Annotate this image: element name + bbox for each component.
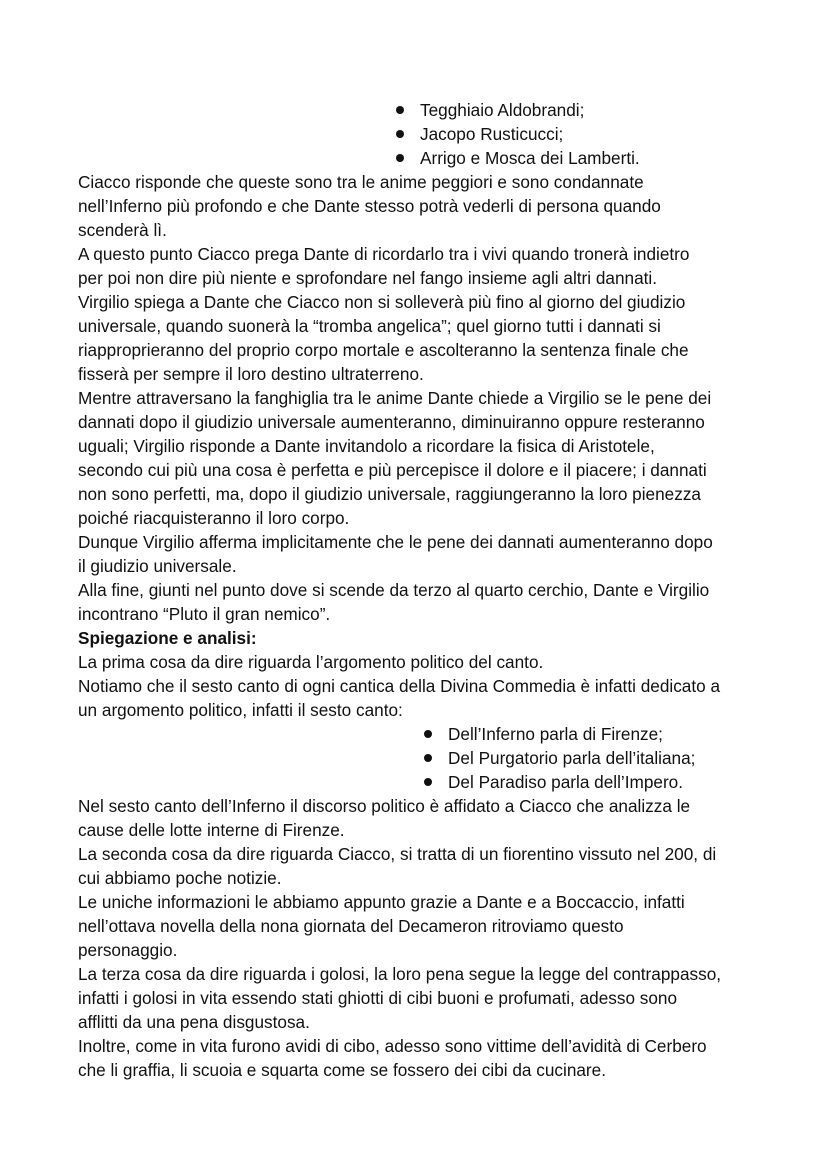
document-page <box>78 98 778 1082</box>
text-line: fisserà per sempre il loro destino ultraterreno. <box>78 364 424 384</box>
text-line: poiché riacquisteranno il loro corpo. <box>78 508 350 528</box>
canti-bullet-list <box>422 722 778 794</box>
text-line: incontrano “Pluto il gran nemico”. <box>78 604 331 624</box>
text-line: nell’ottava novella della nona giornata del Decameron ritroviamo questo <box>78 916 624 936</box>
text-line: il giudizio universale. <box>78 556 237 576</box>
paragraph-block-a <box>78 170 778 626</box>
text-line: Dunque Virgilio afferma implicitamente che le pene dei dannati aumenteranno dopo <box>78 532 713 552</box>
bullet-dot-icon <box>424 754 432 762</box>
text-line: La terza cosa da dire riguarda i golosi, la loro pena segue la legge del contrappasso, <box>78 964 722 984</box>
text-line: universale, quando suonerà la “tromba angelica”; quel giorno tutti i dannati si <box>78 316 661 336</box>
bullet-item: Del Paradiso parla dell’Impero. <box>422 770 778 794</box>
text-line: Mentre attraversano la fanghiglia tra le anime Dante chiede a Virgilio se le pene dei <box>78 388 712 408</box>
bullet-item: Del Purgatorio parla dell’italiana; <box>422 746 778 770</box>
bullet-dot-icon <box>396 106 404 114</box>
bullet-dot-icon <box>424 778 432 786</box>
bullet-item: Jacopo Rusticucci; <box>394 122 778 146</box>
text-line: personaggio. <box>78 940 178 960</box>
text-line: La seconda cosa da dire riguarda Ciacco, si tratta di un fiorentino vissuto nel 200, di <box>78 844 717 864</box>
text-line: afflitti da una pena disgustosa. <box>78 1012 310 1032</box>
bullet-item: Tegghiaio Aldobrandi; <box>394 98 778 122</box>
text-line: cause delle lotte interne di Firenze. <box>78 820 345 840</box>
text-line: riapproprieranno del proprio corpo mortale e ascolteranno la sentenza finale che <box>78 340 689 360</box>
text-line: secondo cui più una cosa è perfetta e più percepisce il dolore e il piacere; i dannati <box>78 460 707 480</box>
text-line: nell’Inferno più profondo e che Dante stesso potrà vederli di persona quando <box>78 196 661 216</box>
bullet-dot-icon <box>396 130 404 138</box>
bullet-item: Arrigo e Mosca dei Lamberti. <box>394 146 778 170</box>
text-line: per poi non dire più niente e sprofondare nel fango insieme agli altri dannati. <box>78 268 658 288</box>
text-line: uguali; Virgilio risponde a Dante invitandolo a ricordare la fisica di Aristotele, <box>78 436 655 456</box>
text-line: Alla fine, giunti nel punto dove si scende da terzo al quarto cerchio, Dante e Virgilio <box>78 580 710 600</box>
section-heading: Spiegazione e analisi: <box>78 628 257 648</box>
paragraph-block-b <box>78 650 778 722</box>
text-line: Le uniche informazioni le abbiamo appunto grazie a Dante e a Boccaccio, infatti <box>78 892 685 912</box>
text-line: Ciacco risponde che queste sono tra le anime peggiori e sono condannate <box>78 172 644 192</box>
text-line: La prima cosa da dire riguarda l’argomento politico del canto. <box>78 652 544 672</box>
text-line: Virgilio spiega a Dante che Ciacco non si solleverà più fino al giorno del giudizio <box>78 292 686 312</box>
text-line: scenderà lì. <box>78 220 167 240</box>
text-line: Notiamo che il sesto canto di ogni cantica della Divina Commedia è infatti dedicato a <box>78 676 721 696</box>
bullet-item: Dell’Inferno parla di Firenze; <box>422 722 778 746</box>
text-line: infatti i golosi in vita essendo stati ghiotti di cibi buoni e profumati, adesso sono <box>78 988 678 1008</box>
names-bullet-list <box>394 98 778 170</box>
text-line: non sono perfetti, ma, dopo il giudizio universale, raggiungeranno la loro pienezza <box>78 484 701 504</box>
bullet-dot-icon <box>396 154 404 162</box>
text-line: che li graffia, li scuoia e squarta come se fossero dei cibi da cucinare. <box>78 1060 606 1080</box>
text-line: dannati dopo il giudizio universale aumenteranno, diminuiranno oppure resteranno <box>78 412 705 432</box>
text-line: Nel sesto canto dell’Inferno il discorso politico è affidato a Ciacco che analizza le <box>78 796 691 816</box>
text-line: Inoltre, come in vita furono avidi di cibo, adesso sono vittime dell’avidità di Cerbero <box>78 1036 707 1056</box>
paragraph-block-c <box>78 794 778 1082</box>
bullet-dot-icon <box>424 730 432 738</box>
text-line: A questo punto Ciacco prega Dante di ricordarlo tra i vivi quando tronerà indietro <box>78 244 690 264</box>
text-line: un argomento politico, infatti il sesto canto: <box>78 700 403 720</box>
text-line: cui abbiamo poche notizie. <box>78 868 282 888</box>
